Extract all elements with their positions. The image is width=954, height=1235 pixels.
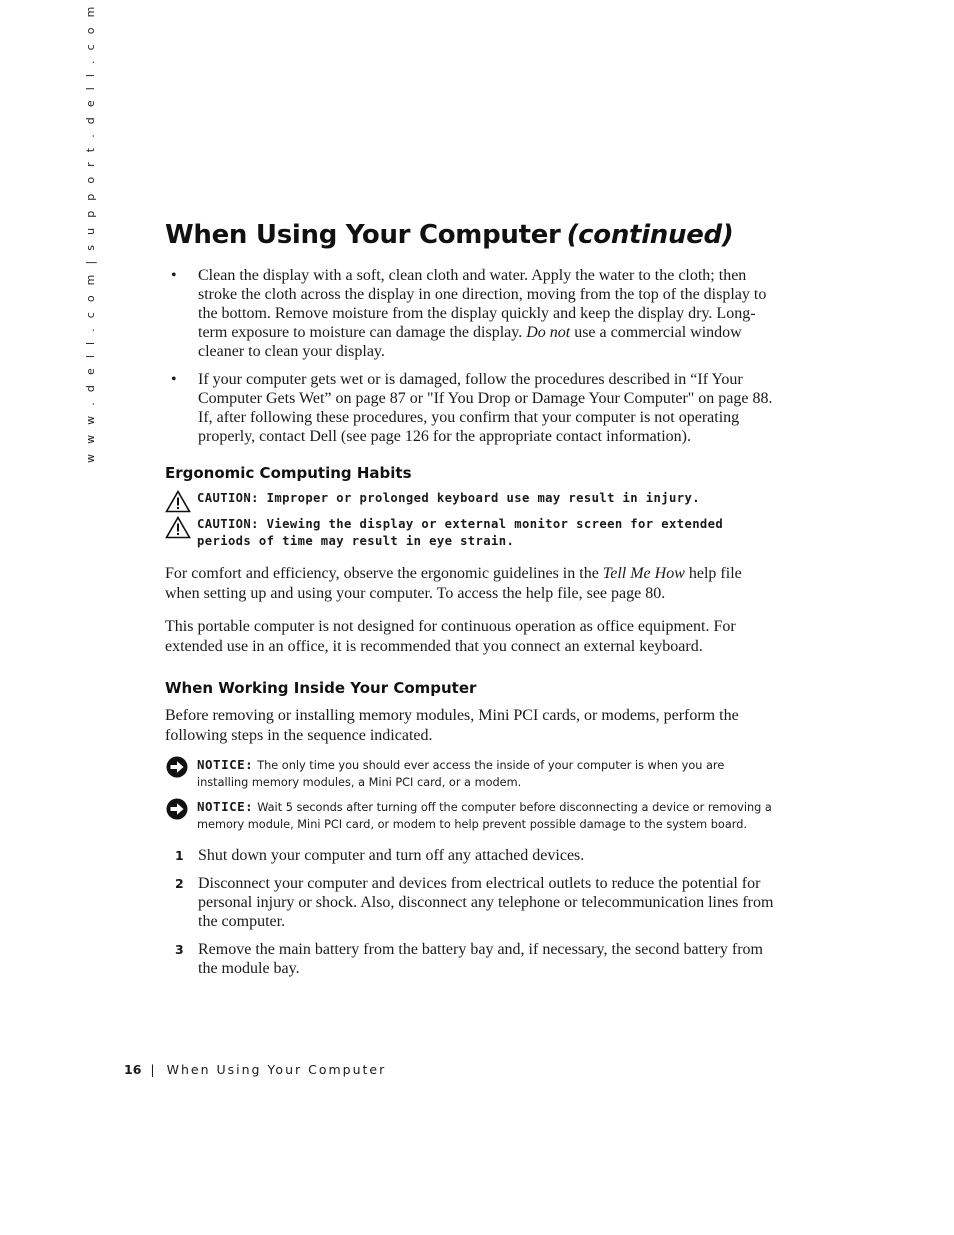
paragraph-text: For comfort and efficiency, observe the ergonomic guidelines in the — [165, 565, 603, 582]
bullet-item — [165, 266, 775, 361]
caution-note — [165, 490, 775, 507]
bullet-text: If your computer gets wet or is damaged, follow the procedures described in “If Your Computer Gets Wet” on page 87 or "If You Drop or Damage Your Computer" on page 88. If, after following these procedures, you confirm that your computer is not operating properly, contact Dell (see page 126 for the appropriate contact information). — [198, 371, 773, 445]
step-text: Disconnect your computer and devices from electrical outlets to reduce the potential for personal injury or shock. Also, disconnect any telephone or telecommunication lines from the computer. — [198, 875, 774, 930]
page-title — [165, 220, 733, 250]
caution-triangle-icon — [165, 516, 191, 544]
step-item — [165, 846, 777, 865]
section-heading-working-inside: When Working Inside Your Computer — [165, 679, 477, 697]
notice-text: The only time you should ever access the inside of your computer is when you are installing memory modules, a Mini PCI card, or a modem. — [197, 759, 725, 789]
notice-note — [165, 798, 777, 833]
step-item — [165, 874, 777, 931]
paragraph-text-end: help file when setting up and using your computer. To access the help file, see page 80. — [165, 565, 742, 602]
step-item — [165, 940, 777, 978]
notice-label: NOTICE: — [197, 757, 254, 772]
bullet-text: Clean the display with a soft, clean cloth and water. Apply the water to the cloth; then stroke the cloth across the display in one direction, moving from the top of the display to the bottom. Remove moisture from the display quickly and keep the display dry. Long-term exposure to moisture can damage the display. — [198, 267, 767, 341]
footer-title: When Using Your Computer — [166, 1062, 387, 1077]
caution-text: CAUTION: Viewing the display or external monitor screen for extended periods of time may result in eye strain. — [197, 517, 724, 548]
footer-separator: | — [150, 1062, 155, 1077]
page-title-continued: (continued) — [566, 220, 734, 250]
step-text: Remove the main battery from the battery bay and, if necessary, the second battery from the module bay. — [198, 941, 763, 977]
notice-label: NOTICE: — [197, 799, 254, 814]
bullet-emphasis: Do not — [526, 324, 571, 341]
step-number: 3 — [175, 942, 184, 957]
caution-note — [165, 516, 775, 550]
step-list — [165, 846, 777, 987]
bullet-marker: • — [171, 267, 177, 284]
notice-text-block — [197, 756, 777, 791]
step-text: Shut down your computer and turn off any attached devices. — [198, 847, 585, 864]
notice-text-block — [197, 798, 777, 833]
step-number: 1 — [175, 848, 184, 863]
notice-arrow-icon — [166, 756, 188, 783]
bullet-text-end: use a commercial window cleaner to clean your display. — [198, 324, 742, 360]
page-title-main: When Using Your Computer — [165, 220, 561, 250]
side-url: w w w . d e l l . c o m | s u p p o r t . d e l l . c o m — [84, 3, 97, 463]
page-footer — [124, 1062, 386, 1077]
section-heading-ergonomic: Ergonomic Computing Habits — [165, 464, 412, 482]
paragraph-comfort — [165, 564, 777, 604]
notice-note — [165, 756, 777, 791]
notice-text: Wait 5 seconds after turning off the computer before disconnecting a device or removing a memory module, Mini PCI card, or modem to help prevent possible damage to the system board. — [197, 801, 772, 831]
bullet-list — [165, 266, 775, 455]
paragraph-office-use: This portable computer is not designed for continuous operation as office equipment. For extended use in an office, it is recommended that you connect an external keyboard. — [165, 618, 736, 655]
bullet-item — [165, 370, 775, 446]
step-number: 2 — [175, 876, 184, 891]
page-number: 16 — [124, 1062, 142, 1077]
paragraph-intro: Before removing or installing memory modules, Mini PCI cards, or modems, perform the following steps in the sequence indicated. — [165, 707, 739, 744]
notice-arrow-icon — [166, 798, 188, 825]
help-file-name: Tell Me How — [602, 565, 685, 582]
bullet-marker: • — [171, 371, 177, 388]
caution-triangle-icon — [165, 490, 191, 518]
caution-text: CAUTION: Improper or prolonged keyboard use may result in injury. — [197, 491, 700, 505]
